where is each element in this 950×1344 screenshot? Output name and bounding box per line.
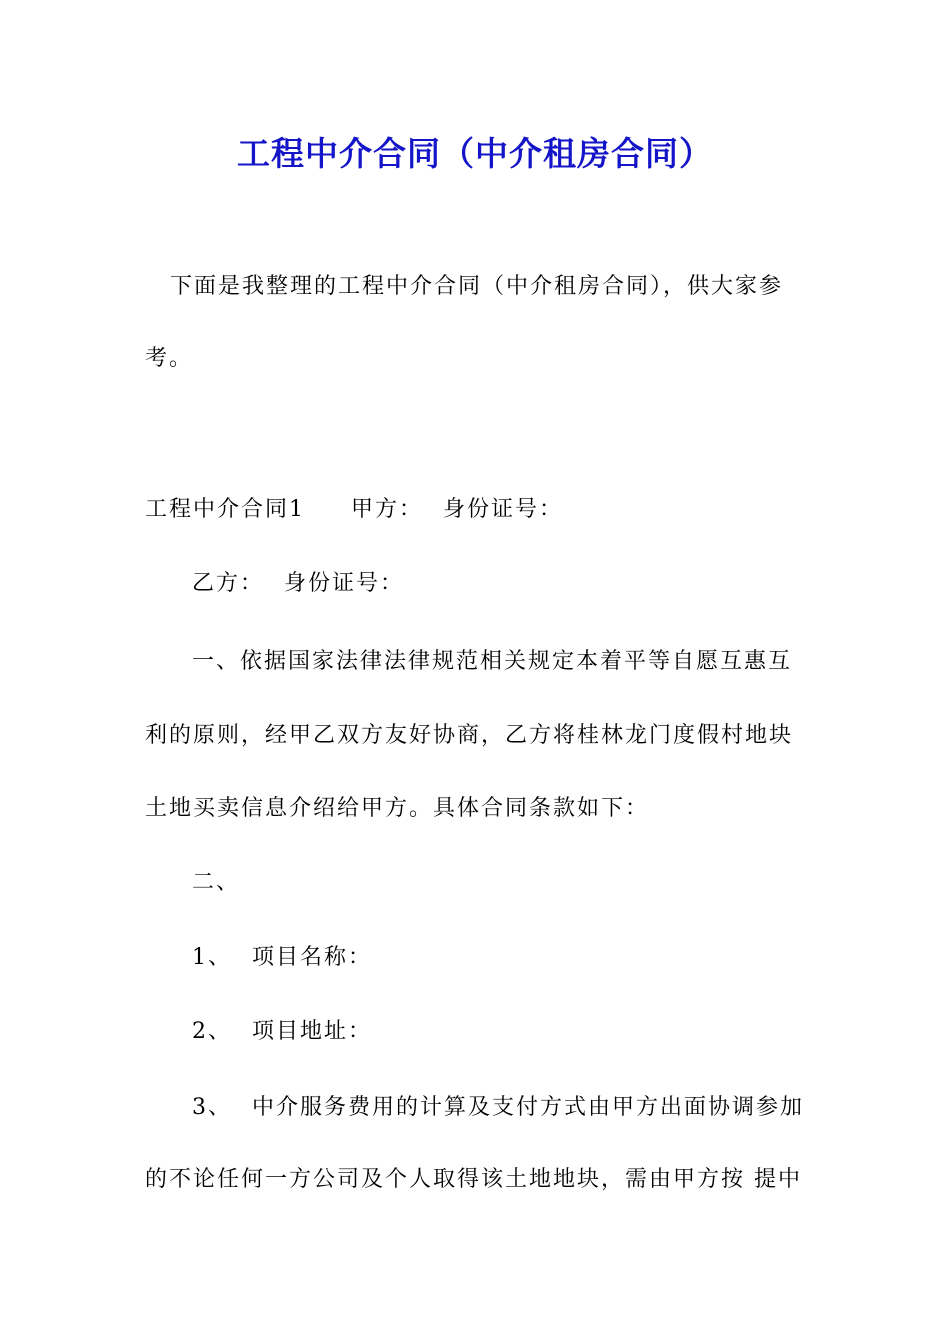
contract-heading: 工程中介合同1	[145, 497, 305, 522]
clause-2-heading: 二、	[192, 870, 241, 895]
party-b-line	[192, 568, 857, 600]
intro-line-1: 下面是我整理的工程中介合同（中介租房合同），供大家参	[170, 274, 784, 299]
party-a-id-label: 身份证号：	[443, 497, 564, 522]
party-a-label: 甲方：	[351, 497, 424, 522]
clause-1-line-2: 利的原则，经甲乙双方友好协商，乙方将桂林龙门度假村地块	[145, 723, 794, 748]
item-3-number: 3、	[192, 1095, 232, 1120]
intro-line-2: 考。	[145, 346, 194, 371]
clause-1-line-1: 一、依据国家法律法律规范相关规定本着平等自愿互惠互	[192, 649, 793, 674]
item-3-text: 中介服务费用的计算及支付方式由甲方出面协调参加	[252, 1095, 805, 1120]
contract-heading-line	[145, 494, 810, 526]
item-1-label: 项目名称：	[252, 945, 373, 970]
item-2-number: 2、	[192, 1019, 232, 1044]
party-b-id-label: 身份证号：	[284, 571, 405, 596]
document-title: 工程中介合同（中介租房合同）	[237, 134, 713, 173]
item-1-line	[192, 942, 857, 974]
item-3-line-1	[192, 1092, 857, 1124]
item-2-line	[192, 1016, 857, 1048]
item-3-line-2: 的不论任何一方公司及个人取得该土地地块，需由甲方按 提中	[145, 1167, 802, 1192]
clause-1-line-3: 土地买卖信息介绍给甲方。具体合同条款如下：	[145, 796, 650, 821]
item-2-label: 项目地址：	[252, 1019, 373, 1044]
party-b-label: 乙方：	[192, 571, 265, 596]
item-1-number: 1、	[192, 945, 232, 970]
